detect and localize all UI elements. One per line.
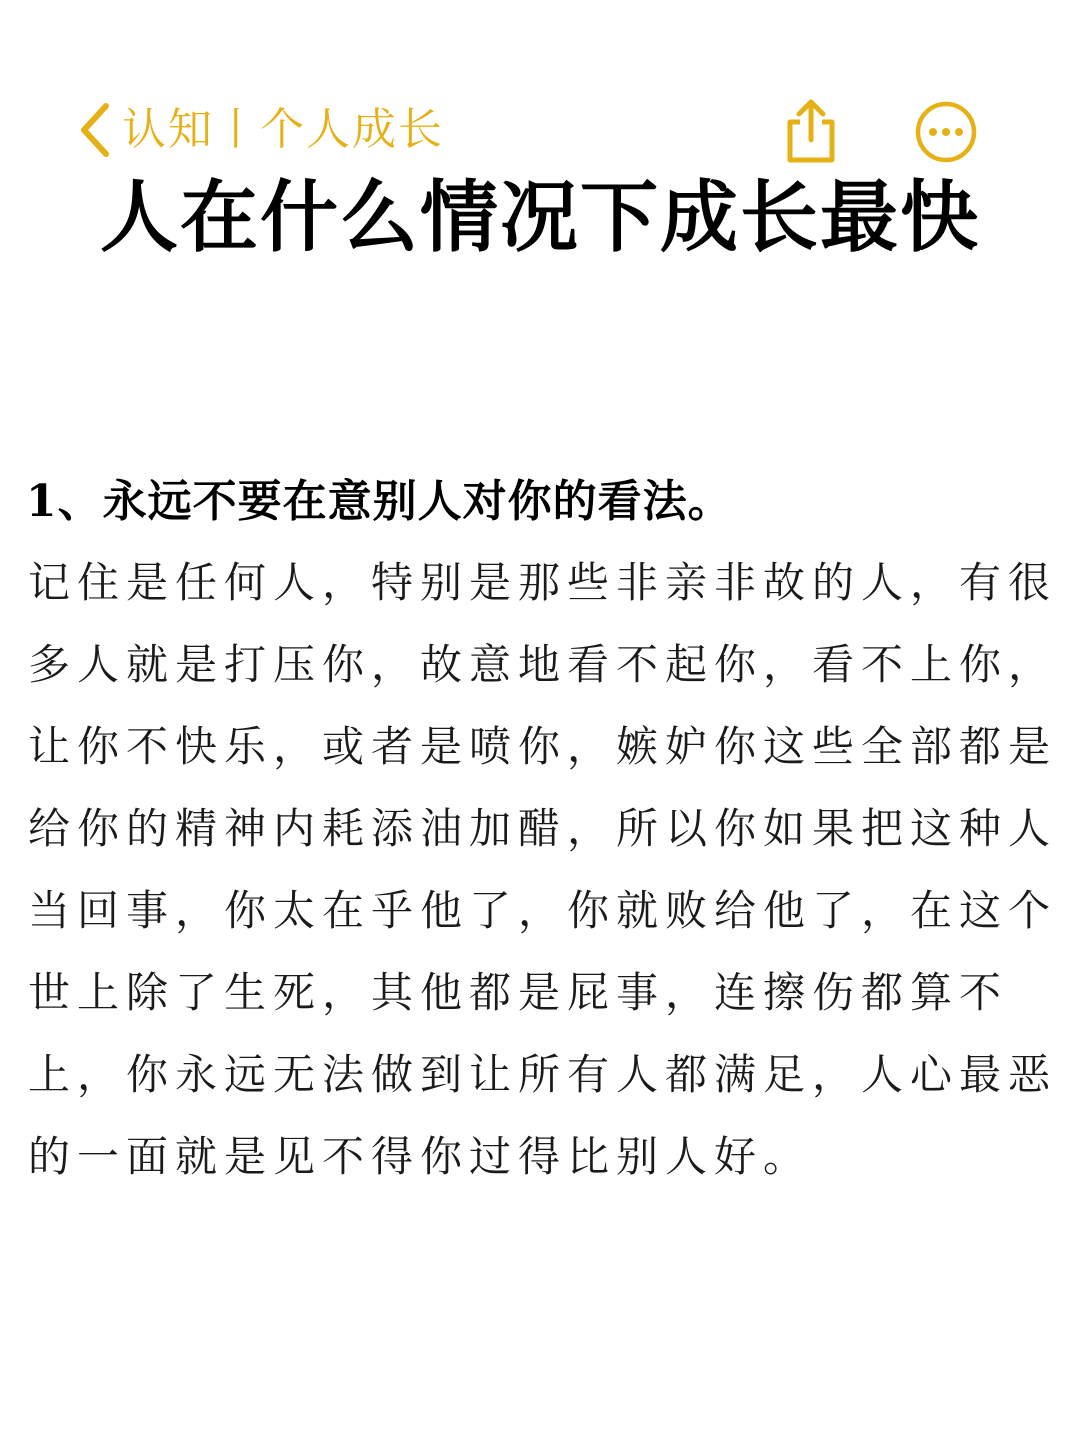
body-line: 给你的精神内耗添油加醋，所以你如果把这种人 xyxy=(28,804,1058,853)
more-horizontal-icon xyxy=(914,100,978,164)
body-line: 当回事，你太在乎他了，你就败给他了，在这个 xyxy=(28,886,1058,935)
page-title: 人在什么情况下成长最快 xyxy=(99,173,980,263)
body-paragraph xyxy=(28,542,1058,1198)
top-nav-bar xyxy=(0,88,1080,172)
body-line: 世上除了生死，其他都是屁事，连擦伤都算不 xyxy=(28,968,1009,1017)
more-button[interactable] xyxy=(914,100,978,164)
nav-title: 认知丨个人成长 xyxy=(122,104,444,155)
body-line: 上，你永远无法做到让所有人都满足，人心最恶 xyxy=(28,1050,1058,1099)
share-icon xyxy=(780,96,840,164)
body-line: 记住是任何人，特别是那些非亲非故的人，有很 xyxy=(28,558,1058,607)
section-heading: 1、永远不要在意别人对你的看法。 xyxy=(26,476,733,527)
body-line: 的一面就是见不得你过得比别人好。 xyxy=(28,1132,813,1181)
body-line: 让你不快乐，或者是喷你，嫉妒你这些全部都是 xyxy=(28,722,1058,771)
body-line: 多人就是打压你，故意地看不起你，看不上你， xyxy=(28,640,1058,689)
back-button[interactable] xyxy=(72,98,444,162)
share-button[interactable] xyxy=(780,96,840,164)
chevron-left-icon xyxy=(72,98,116,162)
